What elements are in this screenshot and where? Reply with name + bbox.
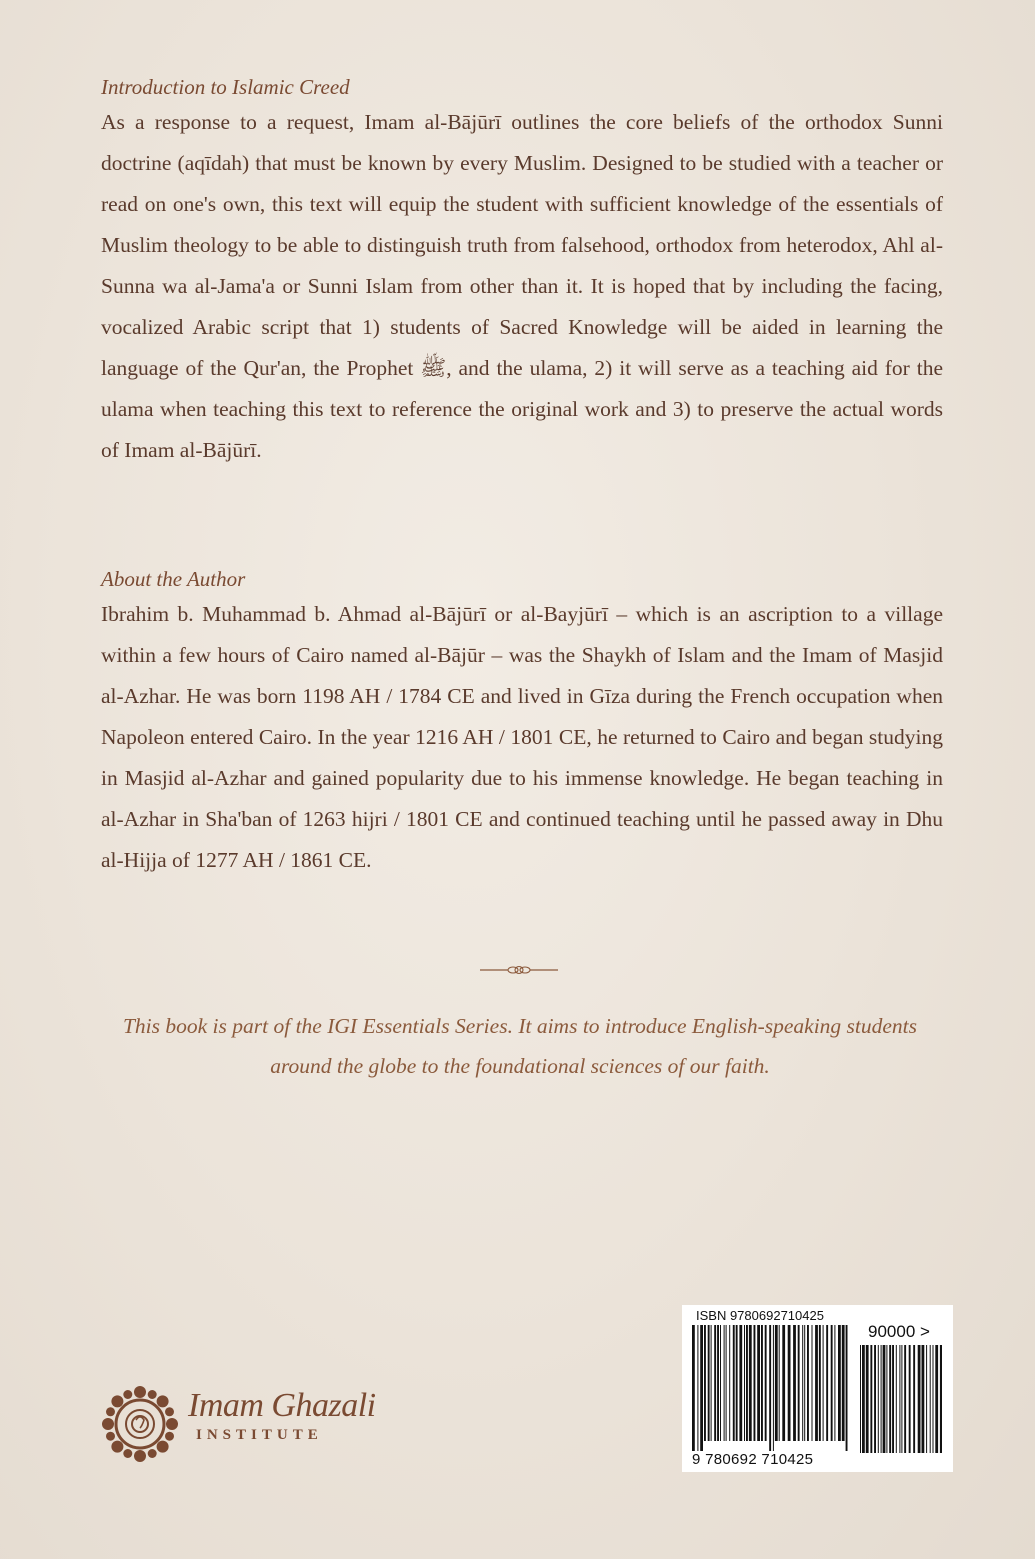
barcode-bar bbox=[802, 1325, 803, 1441]
barcode-bar bbox=[769, 1325, 771, 1451]
barcode-bar bbox=[692, 1325, 695, 1451]
barcode-bar bbox=[733, 1325, 735, 1441]
barcode-bar bbox=[886, 1345, 887, 1453]
addon-barcode-icon bbox=[860, 1345, 942, 1463]
barcode-bar bbox=[714, 1325, 716, 1441]
barcode-bar bbox=[788, 1325, 791, 1441]
barcode-bar bbox=[746, 1325, 748, 1441]
barcode-bar bbox=[717, 1325, 719, 1441]
barcode-icon bbox=[692, 1325, 850, 1451]
barcode-bar bbox=[739, 1325, 742, 1441]
barcode-bar bbox=[918, 1345, 921, 1453]
ornament-divider-icon bbox=[480, 962, 558, 978]
intro-section bbox=[101, 72, 943, 471]
barcode-bar bbox=[899, 1345, 900, 1453]
barcode-bar bbox=[744, 1325, 745, 1441]
barcode-bar bbox=[773, 1325, 774, 1451]
barcode-bar bbox=[933, 1345, 934, 1453]
barcode-bar bbox=[866, 1345, 869, 1453]
author-heading: About the Author bbox=[101, 567, 246, 591]
barcode-bar bbox=[736, 1325, 738, 1441]
barcode-bar bbox=[711, 1325, 712, 1441]
barcode-bar bbox=[765, 1325, 767, 1441]
barcode-bar bbox=[697, 1325, 698, 1451]
barcode-bar bbox=[838, 1325, 841, 1441]
logo-subtitle: INSTITUTE bbox=[196, 1427, 323, 1443]
barcode-label bbox=[682, 1305, 953, 1472]
author-section bbox=[101, 564, 943, 881]
barcode-digits: 9 780692 710425 bbox=[692, 1451, 814, 1468]
barcode-bar bbox=[860, 1345, 861, 1453]
barcode-bar bbox=[826, 1325, 828, 1441]
barcode-bar bbox=[846, 1325, 848, 1451]
barcode-bar bbox=[896, 1345, 897, 1453]
barcode-bar bbox=[874, 1345, 876, 1453]
rosette-emblem-icon bbox=[96, 1380, 184, 1468]
barcode-bar bbox=[807, 1325, 809, 1441]
barcode-bar bbox=[798, 1325, 800, 1441]
barcode-bar bbox=[754, 1325, 756, 1441]
intro-body: As a response to a request, Imam al-Bājūrī outlines the core beliefs of the orthodox Sunni doctrine (aqīdah) that must be known by every Muslim. Designed to be studied with a teacher or read on one's own, this text will equip the student with sufficient knowledge of the essentials of Muslim theology to be able to distinguish truth from falsehood, orthodox from heterodox, Ahl al-Sunna wa al-Jama'a or Sunni Islam from other than it. It is hoped that by including the facing, vocalized Arabic script that 1) students of Sacred Knowledge will be aided in learning the language of the Qur'an, the Prophet ﷺ, and the ulama, 2) it will serve as a teaching aid for the ulama when teaching this text to reference the original work and 3) to preserve the actual words of Imam al-Bājūrī. bbox=[101, 110, 943, 462]
barcode-bar bbox=[815, 1325, 818, 1441]
barcode-bar bbox=[892, 1345, 894, 1453]
author-body: Ibrahim b. Muhammad b. Ahmad al-Bājūrī or al-Bayjūrī – which is an ascription to a village within a few hours of Cairo named al-Bājūr – was the Shaykh of Islam and the Imam of Masjid al-Azhar. He was born 1198 AH / 1784 CE and lived in Gīza during the French occupation when Napoleon entered Cairo. In the year 1216 AH / 1801 CE, he returned to Cairo and began studying in Masjid al-Azhar and gained popularity due to his immense knowledge. He began teaching in al-Azhar in Sha'ban of 1263 hijri / 1801 CE and continued teaching until he passed away in Dhu al-Hijja of 1277 AH / 1861 CE. bbox=[101, 602, 943, 872]
barcode-bar bbox=[935, 1345, 938, 1453]
intro-heading: Introduction to Islamic Creed bbox=[101, 75, 350, 99]
barcode-bar bbox=[749, 1325, 752, 1441]
barcode-bar bbox=[881, 1345, 882, 1453]
price-code: 90000 > bbox=[868, 1322, 930, 1341]
barcode-bar bbox=[930, 1345, 931, 1453]
barcode-bar bbox=[904, 1345, 906, 1453]
barcode-bar bbox=[729, 1325, 730, 1441]
barcode-bar bbox=[926, 1345, 927, 1453]
barcode-bar bbox=[834, 1325, 835, 1441]
barcode-bar bbox=[761, 1325, 763, 1441]
barcode-bar bbox=[883, 1345, 886, 1453]
barcode-bar bbox=[779, 1325, 780, 1441]
barcode-bar bbox=[862, 1345, 865, 1453]
barcode-bar bbox=[909, 1345, 911, 1453]
logo-name: Imam Ghazali bbox=[188, 1387, 376, 1424]
barcode-bar bbox=[782, 1325, 785, 1441]
isbn-label: ISBN 9780692710425 bbox=[696, 1308, 824, 1323]
barcode-bar bbox=[878, 1345, 879, 1453]
barcode-bar bbox=[831, 1325, 833, 1441]
barcode-bar bbox=[700, 1325, 703, 1451]
barcode-bar bbox=[708, 1325, 710, 1441]
barcode-bar bbox=[726, 1325, 727, 1441]
barcode-bar bbox=[940, 1345, 942, 1453]
barcode-bar bbox=[870, 1345, 872, 1453]
barcode-bar bbox=[889, 1345, 891, 1453]
barcode-bar bbox=[901, 1345, 902, 1453]
barcode-bar bbox=[724, 1325, 725, 1441]
barcode-bar bbox=[775, 1325, 778, 1441]
barcode-bar bbox=[913, 1345, 915, 1453]
barcode-bar bbox=[819, 1325, 821, 1441]
publisher-logo bbox=[96, 1380, 426, 1470]
barcode-bar bbox=[704, 1325, 706, 1441]
barcode-bar bbox=[842, 1325, 845, 1441]
barcode-bar bbox=[812, 1325, 813, 1441]
barcode-bar bbox=[823, 1325, 824, 1441]
barcode-bar bbox=[922, 1345, 925, 1453]
barcode-bar bbox=[793, 1325, 796, 1441]
barcode-bar bbox=[720, 1325, 721, 1441]
barcode-bar bbox=[757, 1325, 760, 1441]
series-note: This book is part of the IGI Essentials Series. It aims to introduce English-speaking students around the globe to the foundational sciences of our faith. bbox=[122, 1014, 918, 1078]
barcode-bar bbox=[804, 1325, 805, 1441]
